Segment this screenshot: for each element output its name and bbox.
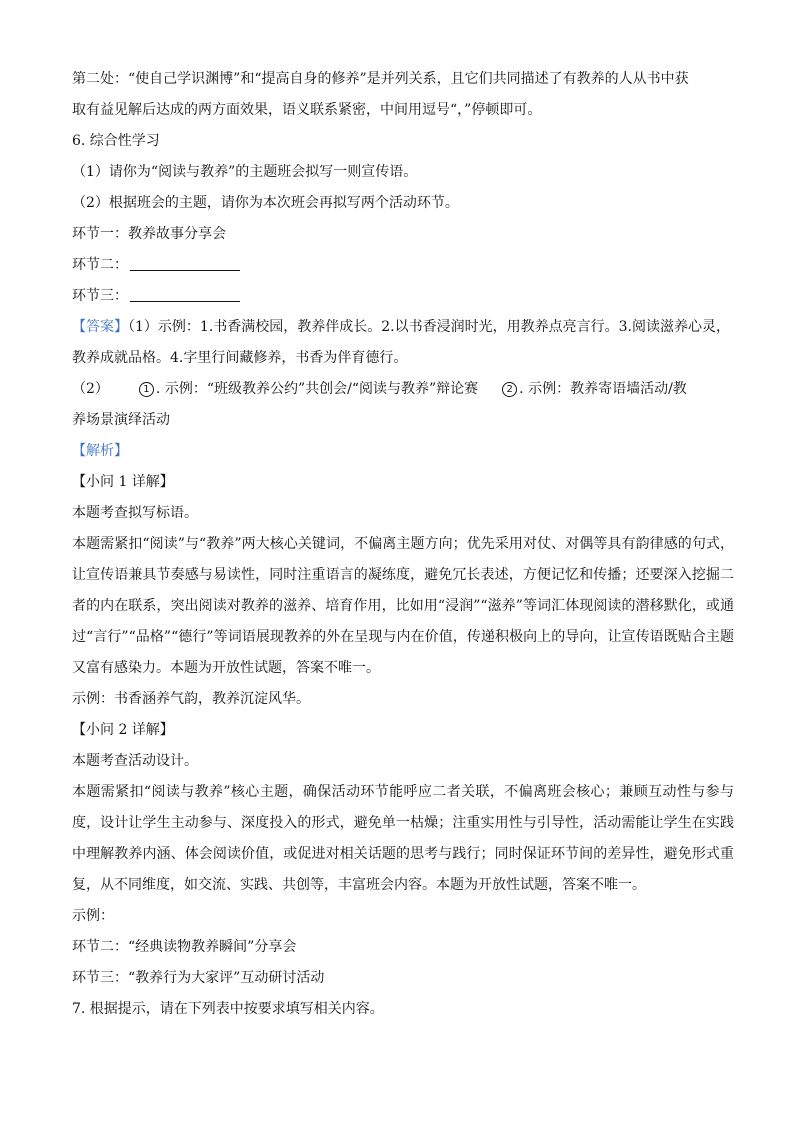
segment-1: 环节一：教养故事分享会 bbox=[72, 226, 226, 242]
sub-question-2-explanation: 本题需紧扣“阅读与教养”核心主题，确保活动环节能呼应二者关联，不偏离班会核心；兼顾互动性与参与度，设计让学生主动参与、深度投入的形式，避免单一枯燥；注重实用性与引导性，活动需能让学生在实践中理解教养内涵、体会阅读价值，或促进对相关话题的思考与践行；同时保证环节间的差异性，避免形式重复，从不同维度，如交流、实践、共创等，丰富班会内容。本题为开放性试题，答案不唯一。 bbox=[72, 784, 734, 893]
question-7-title: 7. 根据提示，请在下列表中按要求填写相关内容。 bbox=[72, 1001, 384, 1017]
sub-question-1-intro: 本题考查拟写标语。 bbox=[72, 505, 198, 521]
answer-part-1: （1）示例：1.书香满校园，教养伴成长。2.以书香浸润时光，用教养点亮言行。3.阅读滋养心灵， bbox=[128, 319, 730, 335]
answer-tag: 【答案】 bbox=[72, 319, 128, 335]
sub-question-1-title: 【小问 1 详解】 bbox=[72, 474, 174, 490]
sub-question-2-title: 【小问 2 详解】 bbox=[72, 722, 174, 738]
answer-line-1 bbox=[72, 312, 734, 343]
answer-part-2-prefix: （2） bbox=[72, 381, 109, 397]
question-6-part-1: （1）请你为“阅读与教养”的主题班会拟写一则宣传语。 bbox=[72, 164, 418, 180]
text-line: 取有益见解后达成的两方面效果，语义联系紧密，中间用逗号“，”停顿即可。 bbox=[72, 102, 542, 118]
segment-2-label: 环节二： bbox=[72, 257, 128, 273]
answer-part-2-a: . 示例：“班级教养公约”共创会/“阅读与教养”辩论赛 bbox=[155, 381, 479, 397]
analysis-tag: 【解析】 bbox=[72, 443, 128, 459]
document-page bbox=[72, 64, 734, 1025]
sub-question-2-example-1: 环节二：“经典读物教养瞬间”分享会 bbox=[72, 939, 297, 955]
segment-2-line bbox=[72, 250, 734, 281]
segment-3-label: 环节三： bbox=[72, 288, 128, 304]
circled-number-1: 1 bbox=[139, 382, 154, 397]
question-6-part-2: （2）根据班会的主题，请你为本次班会再拟写两个活动环节。 bbox=[72, 195, 459, 211]
sub-question-1-example: 示例：书香涵养气韵，教养沉淀风华。 bbox=[72, 691, 310, 707]
sub-question-2-intro: 本题考查活动设计。 bbox=[72, 753, 198, 769]
answer-line-2 bbox=[72, 374, 734, 405]
sub-question-1-explanation: 本题需紧扣“阅读”与“教养”两大核心关键词，不偏离主题方向；优先采用对仗、对偶等具有韵律感的句式，让宣传语兼具节奏感与易读性，同时注重语言的凝练度，避免冗长表述，方便记忆和传播；还要深入挖掘二者的内在联系，突出阅读对教养的滋养、培育作用，比如用“浸润”“滋养”等词汇体现阅读的潜移默化，或通过“言行”“品格”“德行”等词语展现教养的外在呈现与内在价值，传递积极向上的导向，让宣传语既贴合主题又富有感染力。本题为开放性试题，答案不唯一。 bbox=[72, 536, 734, 676]
answer-part-1-continued: 教养成就品格。4.字里行间藏修养，书香为伴育德行。 bbox=[72, 350, 408, 366]
segment-3-blank bbox=[130, 287, 240, 302]
circled-number-2: 2 bbox=[502, 382, 517, 397]
segment-2-blank bbox=[130, 256, 240, 271]
sub-question-2-example-label: 示例： bbox=[72, 908, 114, 924]
segment-3-line bbox=[72, 281, 734, 312]
answer-part-2-b: . 示例：教养寄语墙活动/教 bbox=[519, 381, 687, 397]
answer-part-2-continued: 养场景演绎活动 bbox=[72, 412, 170, 428]
question-6-title: 6. 综合性学习 bbox=[72, 133, 160, 149]
text-line: 第二处：“使自己学识渊博”和“提高自身的修养”是并列关系，且它们共同描述了有教养的人从书中获 bbox=[72, 71, 689, 87]
sub-question-2-example-2: 环节三：“教养行为大家评”互动研讨活动 bbox=[72, 970, 325, 986]
